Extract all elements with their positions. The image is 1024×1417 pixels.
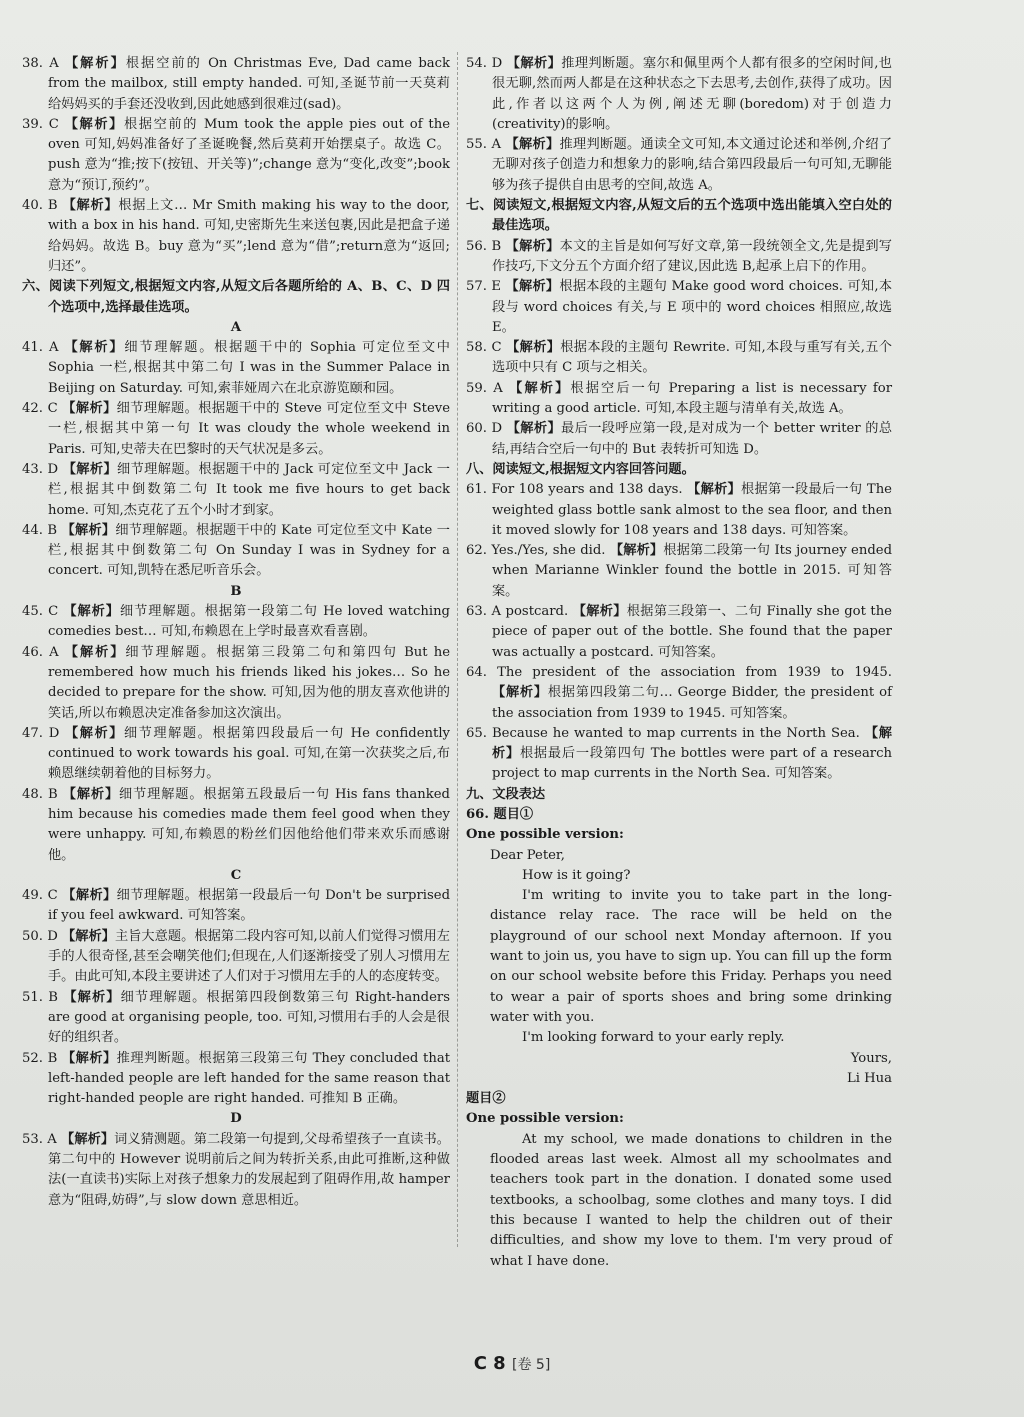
right-item-6: 59. A 【解析】根据空后一句 Preparing a list is necessary for writing a good article. 可知,本段主题与清单有关,故选 A。 — [466, 380, 893, 417]
right-pi-25: At my school, we made donations to children in the flooded areas last week. Almost all my schoolmates and teachers took part in the donation. I donated some used textbooks, a schoolbag, some clothes and many toys. I did this because I wanted to help the children out of their difficulties, and show my love to them. I'm very proud of what I have done. — [490, 1131, 892, 1269]
left-item-5: 41. A 【解析】细节理解题。根据题干中的 Sophia 可定位至文中 Sophia 一栏,根据其中第二句 I was in the Summer Palace in Beijing on Saturday. 可知,索菲娅周六在北京游览颐和园。 — [22, 340, 450, 396]
left-item-6: 42. C 【解析】细节理解题。根据题干中的 Steve 可定位至文中 Steve 一栏,根据其中第一句 It was cloudy the whole weekend in Paris. 可知,史蒂夫在巴黎时的天气状况是多云。 — [22, 401, 451, 457]
right-item-13: 65. Because he wanted to map currents in the North Sea. 【解析】根据最后一段第四句 The bottles were part of a research project to map currents in the North Sea. 可知答案。 — [466, 725, 892, 782]
left-sub-9: B — [230, 583, 242, 599]
page-footer — [0, 1353, 1024, 1374]
left-sub-14: C — [230, 867, 242, 883]
left-item-20: 53. A 【解析】词义猜测题。第二段第一句提到,父母希望孩子一直读书。第二句中的 However 说明前后之间为转折关系,由此可推断,这种做法(一直读书)实际上对孩子想象力的发展起到了阻碍作用,故 hamper 意为“阻碍,妨碍”,与 slow down 意思相近。 — [22, 1131, 450, 1208]
right-item-0: 54. D 【解析】推理判断题。塞尔和佩里两个人都有很多的空闲时间,也很无聊,然而两人都是在这种状态之下去思考,去创作,获得了成功。因此,作者以这两个人为例,阐述无聊(boredom)对于创造力(creativity)的影响。 — [466, 56, 892, 132]
column-divider — [457, 52, 458, 1247]
right-sec-15: 66. 题目① — [466, 806, 534, 822]
left-column — [22, 54, 450, 1211]
left-sub-4: A — [230, 319, 242, 335]
left-sec-3: 六、阅读下列短文,根据短文内容,从短文后各题所给的 A、B、C、D 四个选项中,选择最佳选项。 — [22, 279, 450, 315]
right-p-17: Dear Peter, — [490, 847, 565, 863]
page-number: C 8 — [473, 1353, 506, 1374]
right-item-12: 64. The president of the association from 1939 to 1945. 【解析】根据第四段第二句… George Bidder, the president of the association from 1939 to 1945. 可知答案。 — [466, 664, 893, 721]
right-item-9: 61. For 108 years and 138 days. 【解析】根据第一段最后一句 The weighted glass bottle sank almost to the sea floor, and then it moved slowly for 108 years and 138 days. 可知答案。 — [466, 482, 892, 538]
left-item-16: 50. D 【解析】主旨大意题。根据第二段内容可知,以前人们觉得习惯用左手的人很奇怪,甚至会嘲笑他们;但现在,人们逐渐接受了别人习惯用左手。由此可知,本段主要讲述了人们对于习惯用左手的人的态度转变。 — [22, 928, 450, 985]
right-pr-21: Yours, — [850, 1050, 892, 1066]
right-column — [466, 54, 892, 1272]
right-q-24: One possible version: — [466, 1111, 624, 1127]
right-item-1: 55. A 【解析】推理判断题。通读全文可知,本文通过论述和举例,介绍了无聊对孩子创造力和想象力的影响,结合第四段最后一句可知,无聊能够为孩子提供自由思考的空间,故选 A。 — [466, 137, 893, 193]
right-item-10: 62. Yes./Yes, she did. 【解析】根据第二段第一句 Its journey ended when Marianne Winkler found the bottle in 2015. 可知答案。 — [466, 543, 893, 599]
right-item-7: 60. D 【解析】最后一段呼应第一段,是对成为一个 better writer 的总结,再结合空后一句中的 But 表转折可知选 D。 — [466, 421, 893, 457]
left-item-13: 48. B 【解析】细节理解题。根据第五段最后一句 His fans thanked him because his comedies made them feel good when they were unhappy. 可知,布赖恩的粉丝们因他给他们带来欢乐而感谢他。 — [22, 786, 451, 863]
left-item-0: 38. A 【解析】根据空前的 On Christmas Eve, Dad came back from the mailbox, still empty handed. 可知,圣诞节前一天莫莉给妈妈买的手套还没收到,因此她感到很难过(sad)。 — [22, 56, 451, 112]
left-item-18: 52. B 【解析】推理判断题。根据第三段第三句 They concluded that left-handed people are left handed for the same reason that right-handed people are right handed. 可推知 B 正确。 — [22, 1050, 450, 1107]
left-item-11: 46. A 【解析】细节理解题。根据第三段第二句和第四句 But he remembered how much his friends liked his jokes… So he decided to prepare for the show. 可知,因为他的朋友喜欢他讲的笑话,所以布赖恩决定准备参加这次演出。 — [22, 644, 451, 721]
left-item-8: 44. B 【解析】细节理解题。根据题干中的 Kate 可定位至文中 Kate 一栏,根据其中倒数第二句 On Sunday I was in Sydney for a concert. 可知,凯特在悉尼听音乐会。 — [22, 522, 450, 579]
left-item-1: 39. C 【解析】根据空前的 Mum took the apple pies out of the oven 可知,妈妈准备好了圣诞晚餐,然后莫莉开始摆桌子。故选 C。push 意为“推;按下(按钮、开关等)”;change 意为“变化,改变”;book 意为“预订,预约”。 — [22, 116, 451, 193]
left-sub-19: D — [230, 1111, 242, 1127]
right-sec-14: 九、文段表达 — [466, 786, 546, 802]
right-q-16: One possible version: — [466, 827, 624, 843]
right-item-11: 63. A postcard. 【解析】根据第三段第一、二句 Finally she got the piece of paper out of the bottle. She found that the paper was actually a postcard. 可知答案。 — [466, 604, 892, 660]
right-pi-19: I'm writing to invite you to take part in the long-distance relay race. The race will be held on the playground of our school next Monday afternoon. If you want to join us, you have to sign up. You can fill up the form on our school website before this Friday. Perhaps you need to wear a pair of sports shoes and bring some drinking water with you. — [490, 888, 892, 1025]
right-item-5: 58. C 【解析】根据本段的主题句 Rewrite. 可知,本段与重写有关,五个选项中只有 C 项与之相关。 — [466, 340, 892, 376]
left-item-15: 49. C 【解析】细节理解题。根据第一段最后一句 Don't be surprised if you feel awkward. 可知答案。 — [22, 888, 451, 924]
right-pi-20: I'm looking forward to your early reply. — [522, 1030, 785, 1046]
right-pr-22: Li Hua — [846, 1070, 892, 1086]
right-sec-23: 题目② — [466, 1091, 506, 1107]
left-item-10: 45. C 【解析】细节理解题。根据第一段第二句 He loved watching comedies best… 可知,布赖恩在上学时最喜欢看喜剧。 — [22, 604, 451, 640]
right-sec-2: 七、阅读短文,根据短文内容,从短文后的五个选项中选出能填入空白处的最佳选项。 — [466, 198, 892, 234]
left-item-2: 40. B 【解析】根据上文… Mr Smith making his way to the door, with a box in his hand. 可知,史密斯先生来送包裹,因此是把盒子递给妈妈。故选 B。buy 意为“买”;lend 意为“借”;return意为“返回;归还”。 — [22, 198, 450, 274]
right-item-3: 56. B 【解析】本文的主旨是如何写好文章,第一段统领全文,先是提到写作技巧,下文分五个方面介绍了建议,因此选 B,起承上启下的作用。 — [466, 238, 892, 274]
left-item-17: 51. B 【解析】细节理解题。根据第四段倒数第三句 Right-handers are good at organising people, too. 可知,习惯用右手的人会是很好的组织者。 — [22, 989, 450, 1046]
right-item-4: 57. E 【解析】根据本段的主题句 Make good word choices. 可知,本段与 word choices 有关,与 E 项中的 word choices 相照应,故选 E。 — [466, 279, 893, 335]
right-pi-18: How is it going? — [522, 867, 631, 883]
left-item-12: 47. D 【解析】细节理解题。根据第四段最后一句 He confidently continued to work towards his goal. 可知,在第一次获奖之后,布赖恩继续朝着他的目标努力。 — [22, 725, 450, 782]
left-item-7: 43. D 【解析】细节理解题。根据题干中的 Jack 可定位至文中 Jack 一栏,根据其中倒数第二句 It took me five hours to get back home. 可知,杰克花了五个小时才到家。 — [22, 461, 450, 518]
right-sec-8: 八、阅读短文,根据短文内容回答问题。 — [466, 461, 695, 477]
volume-label: [卷 5] — [512, 1357, 551, 1373]
